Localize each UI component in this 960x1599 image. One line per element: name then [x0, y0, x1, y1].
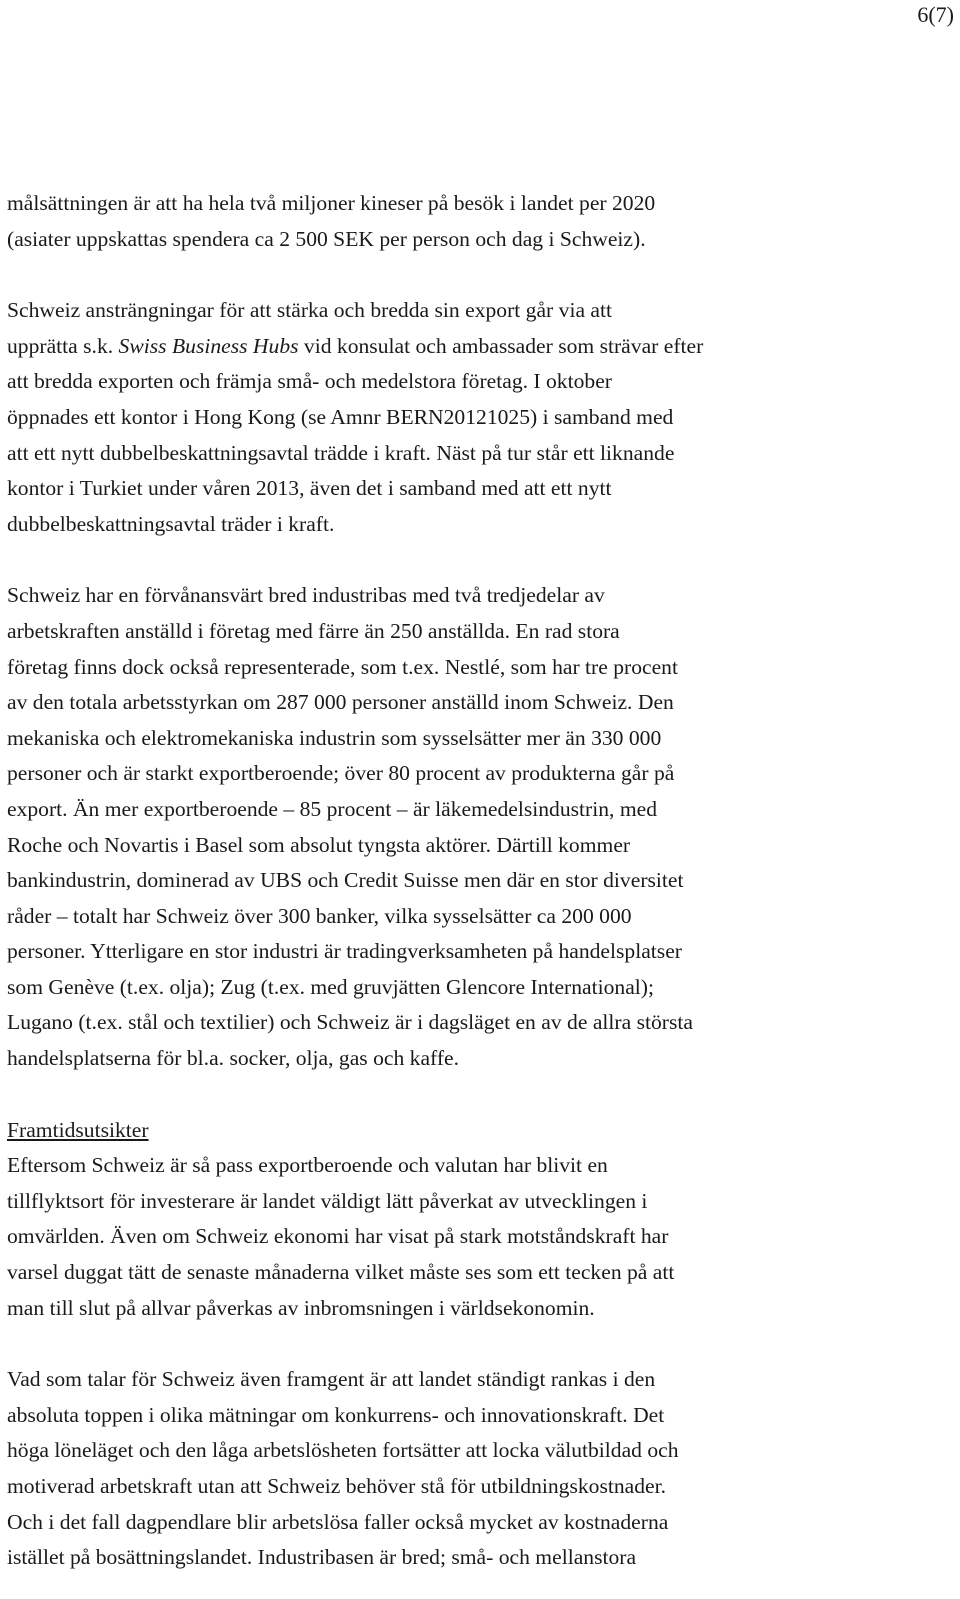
text-line [7, 329, 947, 365]
text-line: Schweiz har en förvånansvärt bred industribas med två tredjedelar av [7, 583, 605, 608]
paragraph-competitiveness [7, 1362, 947, 1576]
document-body [7, 186, 947, 1576]
text-line: Lugano (t.ex. stål och textilier) och Schweiz är i dagsläget en av de allra största [7, 1010, 693, 1035]
text-segment: upprätta s.k. [7, 333, 119, 358]
text-line: personer. Ytterligare en stor industri är tradingverksamheten på handelsplatser [7, 939, 682, 964]
text-line: istället på bosättningslandet. Industribasen är bred; små- och mellanstora [7, 1545, 637, 1570]
text-line: handelsplatserna för bl.a. socker, olja, gas och kaffe. [7, 1046, 460, 1071]
text-line: Och i det fall dagpendlare blir arbetslösa faller också mycket av kostnaderna [7, 1509, 669, 1534]
text-line: omvärlden. Även om Schweiz ekonomi har visat på stark motståndskraft har [7, 1224, 669, 1249]
text-line: att bredda exporten och främja små- och medelstora företag. I oktober [7, 369, 612, 394]
text-line: absoluta toppen i olika mätningar om konkurrens- och innovationskraft. Det [7, 1402, 665, 1427]
text-line: att ett nytt dubbelbeskattningsavtal trädde i kraft. Näst på tur står ett liknande [7, 440, 675, 465]
text-line: arbetskraften anställd i företag med färre än 250 anställda. En rad stora [7, 618, 620, 643]
text-line: dubbelbeskattningsavtal träder i kraft. [7, 511, 335, 536]
paragraph-export [7, 293, 947, 542]
text-line: varsel duggat tätt de senaste månaderna vilket måste ses som ett tecken på att [7, 1260, 675, 1285]
text-line: tillflyktsort för investerare är landet väldigt lätt påverkat av utvecklingen i [7, 1188, 648, 1213]
text-line: som Genève (t.ex. olja); Zug (t.ex. med gruvjätten Glencore International); [7, 974, 654, 999]
text-line: Schweiz ansträngningar för att stärka och bredda sin export går via att [7, 298, 613, 323]
swiss-business-hubs-italic: Swiss Business Hubs [118, 333, 299, 358]
text-line: målsättningen är att ha hela två miljoner kineser på besök i landet per 2020 [7, 191, 656, 215]
text-line: bankindustrin, dominerad av UBS och Credit Suisse men där en stor diversitet [7, 868, 684, 893]
text-segment: vid konsulat och ambassader som strävar efter [298, 333, 704, 358]
text-line: mekaniska och elektromekaniska industrin som sysselsätter mer än 330 000 [7, 725, 662, 750]
text-line: motiverad arbetskraft utan att Schweiz behöver stå för utbildningskostnader. [7, 1474, 667, 1498]
paragraph-outlook [7, 1148, 947, 1326]
text-line: av den totala arbetsstyrkan om 287 000 personer anställd inom Schweiz. Den [7, 690, 674, 715]
paragraph-tourism [7, 186, 947, 257]
text-line: Eftersom Schweiz är så pass exportberoende och valutan har blivit en [7, 1153, 608, 1178]
text-line: råder – totalt har Schweiz över 300 banker, vilka sysselsätter ca 200 000 [7, 903, 632, 928]
text-line: personer och är starkt exportberoende; över 80 procent av produkterna går på [7, 761, 675, 786]
text-line: höga löneläget och den låga arbetslösheten fortsätter att locka välutbildad och [7, 1438, 679, 1463]
text-line: man till slut på allvar påverkas av inbromsningen i världsekonomin. [7, 1295, 595, 1320]
text-line: Roche och Novartis i Basel som absolut tyngsta aktörer. Därtill kommer [7, 832, 631, 857]
text-line: (asiater uppskattas spendera ca 2 500 SEK per person och dag i Schweiz). [7, 226, 646, 251]
text-line: företag finns dock också representerade, som t.ex. Nestlé, som har tre procent [7, 654, 678, 679]
text-line: kontor i Turkiet under våren 2013, även det i samband med att ett nytt [7, 476, 612, 501]
section-heading: Framtidsutsikter [7, 1117, 149, 1142]
text-line: Vad som talar för Schweiz även framgent är att landet ständigt rankas i den [7, 1367, 656, 1392]
page-number: 6(7) [917, 2, 954, 27]
paragraph-industry [7, 578, 947, 1076]
text-line: öppnades ett kontor i Hong Kong (se Amnr BERN20121025) i samband med [7, 404, 674, 429]
text-line: export. Än mer exportberoende – 85 procent – är läkemedelsindustrin, med [7, 796, 658, 821]
